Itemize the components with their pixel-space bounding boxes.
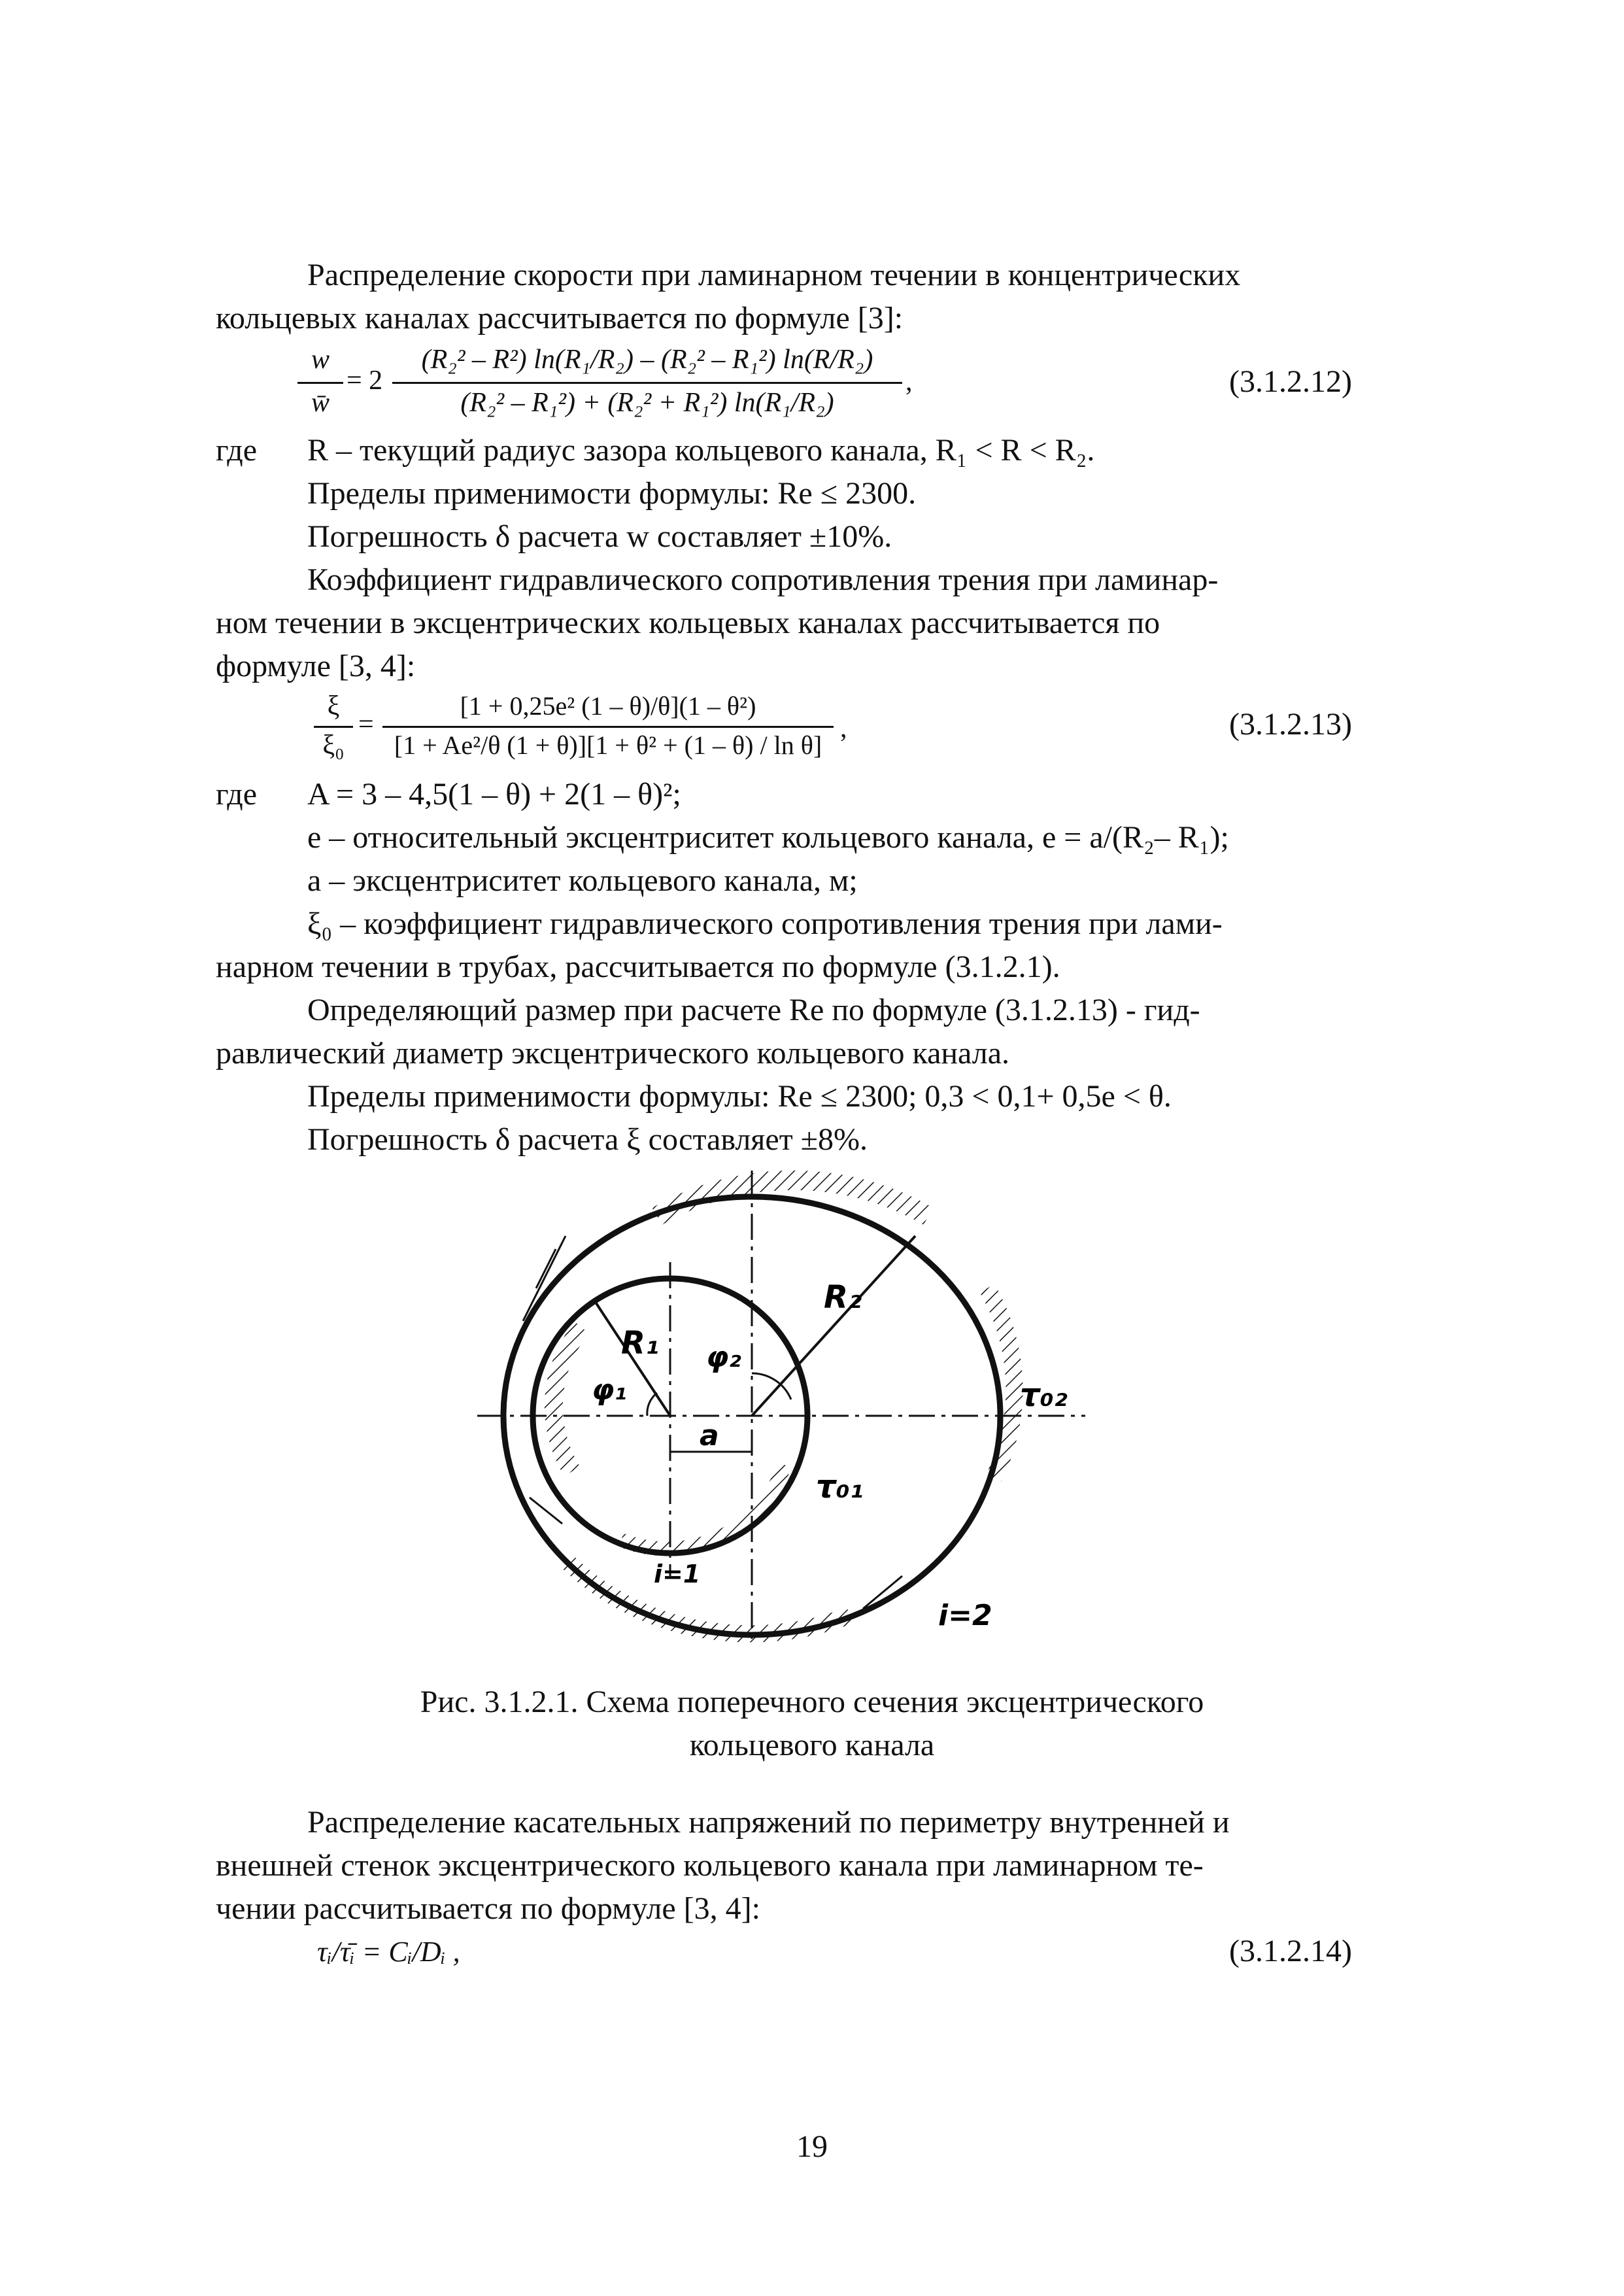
label-i1: i=1	[654, 1560, 701, 1588]
label-R2: R₂	[824, 1279, 862, 1316]
eq14-number: (3.1.2.14)	[1229, 1934, 1352, 1968]
para4-line3: чении рассчитывается по формуле [3, 4]:	[216, 1891, 760, 1926]
outer-wall-hatching	[523, 1180, 1014, 1634]
eq13-number: (3.1.2.13)	[1229, 707, 1352, 742]
eq13-lhs-num: ξ	[327, 691, 340, 721]
limits2: Пределы применимости формулы: Re ≤ 2300; 0,3 < 0,1+ 0,5e < θ.	[307, 1079, 1172, 1114]
where2-label: где	[216, 777, 258, 812]
eq12-denominator: (R₂² – R₁²) + (R₂² + R₁²) ln(R₁/R₂)	[460, 388, 834, 418]
eq13-numerator: [1 + 0,25e² (1 – θ)/θ](1 – θ²)	[460, 691, 756, 721]
annular-channel-figure	[458, 1157, 1111, 1654]
where2-e: e – относительный эксцентриситет кольцевого канала, e = a/(R₂– R₁);	[307, 820, 1229, 855]
para2-line1: Коэффициент гидравлического сопротивления трения при ламинар-	[307, 562, 1219, 597]
where2-A: A = 3 – 4,5(1 – θ) + 2(1 – θ)²;	[307, 777, 681, 812]
eq12-lhs-den: w̄	[311, 388, 330, 418]
where1-label: где	[216, 433, 258, 468]
eq13-lhs-den: ξ₀	[322, 730, 345, 761]
para2-line2: ном течении в эксцентрических кольцевых каналах рассчитывается по	[216, 606, 1160, 640]
para3-line1: Определяющий размер при расчете Re по формуле (3.1.2.13) - гид-	[307, 993, 1200, 1027]
eq13-eqsign: =	[358, 710, 374, 740]
eq12-number: (3.1.2.12)	[1229, 364, 1352, 399]
label-R1: R₁	[621, 1325, 659, 1362]
para3-line2: равлический диаметр эксцентрического кольцевого канала.	[216, 1036, 1010, 1071]
limits1: Пределы применимости формулы: Re ≤ 2300.	[307, 476, 917, 511]
where1-text: R – текущий радиус зазора кольцевого канала, R₁ < R < R₂.	[307, 433, 1095, 468]
eq12-numerator: (R₂² – R²) ln(R₁/R₂) – (R₂² – R₁²) ln(R/R₂)	[421, 345, 873, 375]
where2-a: a – эксцентриситет кольцевого канала, м;	[307, 863, 858, 898]
para4-line1: Распределение касательных напряжений по периметру внутренней и	[307, 1805, 1230, 1840]
label-a: a	[700, 1419, 719, 1452]
figure-caption-line1: Рис. 3.1.2.1. Схема поперечного сечения эксцентрического	[420, 1685, 1204, 1719]
label-i2: i=2	[938, 1599, 992, 1632]
figure-caption-line2: кольцевого канала	[689, 1728, 935, 1762]
eq12-tail: ,	[905, 367, 913, 397]
eq13-denominator: [1 + Ae²/θ (1 + θ)][1 + θ² + (1 – θ) / ln θ]	[394, 730, 822, 760]
eq13-tail: ,	[840, 713, 847, 744]
label-phi2: φ₂	[706, 1341, 741, 1374]
where2-xi-line2: нарном течении в трубах, рассчитывается по формуле (3.1.2.1).	[216, 950, 1060, 984]
inner-wall-hatching	[554, 1328, 582, 1471]
para1-line2: кольцевых каналах рассчитывается по формуле [3]:	[216, 301, 904, 335]
where2-xi-line1: ξ₀ – коэффициент гидравлического сопротивления трения при лами-	[307, 906, 1223, 941]
eq12-mid: = 2	[347, 366, 383, 396]
eq12-lhs-num: w	[311, 345, 330, 375]
page-number: 19	[796, 2129, 828, 2164]
label-tau02: τ₀₂	[1020, 1377, 1068, 1414]
para2-line3: формуле [3, 4]:	[216, 649, 416, 683]
error1: Погрешность δ расчета w составляет ±10%.	[307, 519, 892, 554]
para4-line2: внешней стенок эксцентрического кольцевого канала при ламинарном те-	[216, 1848, 1204, 1883]
label-phi1: φ₁	[592, 1373, 627, 1407]
para1-line1: Распределение скорости при ламинарном течении в концентрических	[307, 258, 1241, 292]
eq14-formula: τᵢ/τ̄ᵢ = Cᵢ/Dᵢ ,	[317, 1936, 460, 1968]
error2: Погрешность δ расчета ξ составляет ±8%.	[307, 1122, 868, 1157]
label-tau01: τ₀₁	[816, 1469, 864, 1505]
